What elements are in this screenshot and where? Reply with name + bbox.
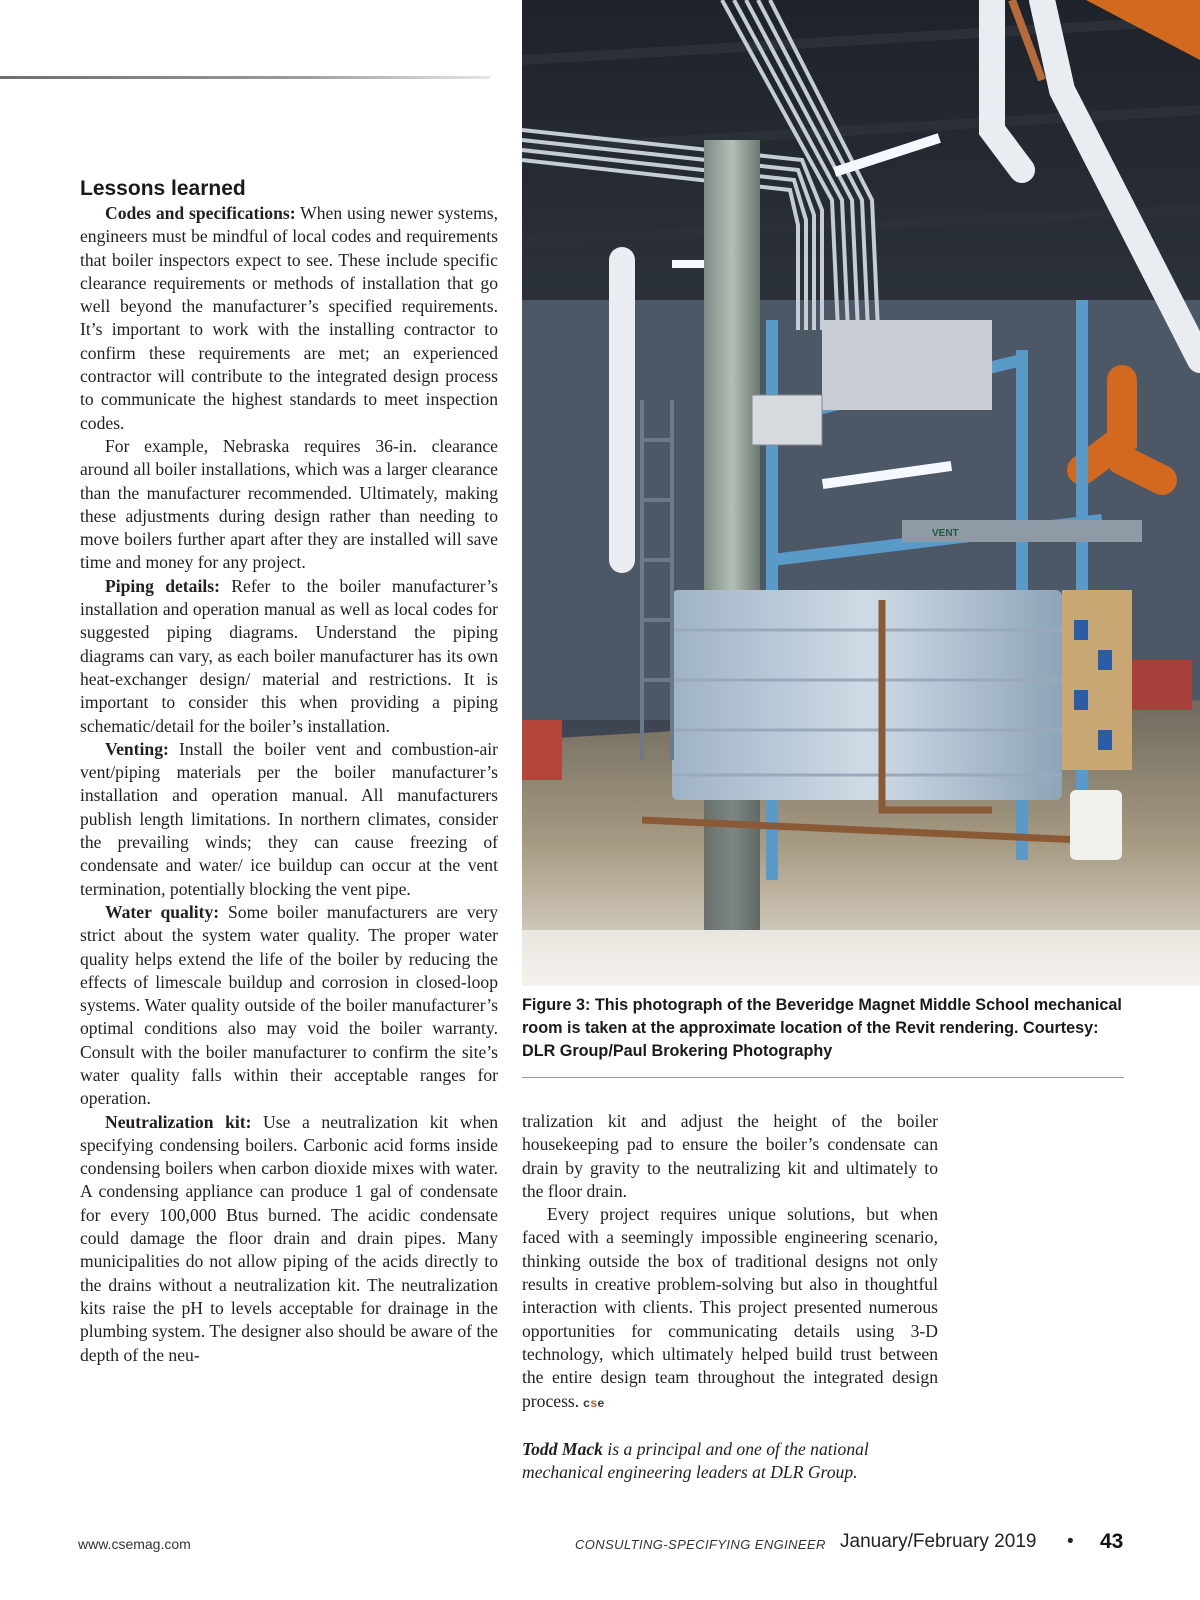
footer-bullet: • [1067, 1531, 1074, 1552]
page-footer [0, 1530, 1200, 1560]
pump-right [1132, 660, 1192, 710]
paragraph-lead: Venting: [105, 738, 169, 759]
paragraph-text: When using newer systems, engineers must be mindful of local codes and requirements that boiler inspectors expect to see. These include specific clearance requirements or methods of installation that go well beyond the manufacturer’s specified requirements. It’s important to work with the installing contractor to confirm these requirements are met; an experienced contractor will contribute to the integrated design process to communicate the highest standards to meet inspection codes. [80, 203, 498, 433]
control-board [1062, 590, 1132, 770]
paragraph-codes [80, 202, 498, 435]
end-mark-e: e [597, 1395, 605, 1410]
paragraph-lead: Piping details: [105, 575, 220, 596]
boiler-cabinet [822, 320, 992, 410]
paragraph-venting [80, 738, 498, 901]
paragraph-water-quality [80, 901, 498, 1111]
top-rule [0, 76, 490, 79]
article-right-column [522, 1110, 938, 1484]
end-mark-c: c [583, 1395, 591, 1410]
paragraph-text: For example, Nebraska requires 36-in. clearance around all boiler installations, which was a larger clearance than the manufacturer recommended. Ultimately, making these adjustments during design rather than needing to move boilers further apart after they are installed will save time and money for any project. [80, 435, 498, 573]
section-heading: Lessons learned [80, 177, 246, 200]
paragraph-text: Refer to the boiler manufacturer’s installation and operation manual as well as local codes for suggested piping diagrams. Understand the piping diagrams can vary, as each boiler manufacturer has its own heat-exchanger design/ material and restrictions. It is important to consider this when providing a piping schematic/detail for the boiler’s installation. [80, 575, 498, 736]
paragraph-example [80, 435, 498, 575]
paragraph-continued: tralization kit and adjust the height of the boiler housekeeping pad to ensure the boiler’s condensate can drain by gravity to the neutralizing kit and ultimately to the floor drain. [522, 1111, 938, 1201]
paragraph-conclusion [522, 1203, 938, 1415]
boiler-tank [672, 590, 1062, 800]
caption-rule [522, 1077, 1124, 1078]
author-bio [522, 1438, 938, 1485]
paragraph-text: Use a neutralization kit when specifying condensing boilers. Carbonic acid forms inside condensing boilers when carbon dioxide mixes with water. A condensing appliance can produce 1 gal of condensate for every 100,000 Btus burned. The acidic condensate could damage the floor drain and drain pipes. Many municipalities do not allow piping of the acids directly to the drains without a neutralization kit. The neutralization kits raise the pH to levels acceptable for drainage in the plumbing system. The designer also should be aware of the depth of the neu- [80, 1111, 498, 1365]
footer-issue-date: January/February 2019 [840, 1531, 1037, 1552]
pump-left [522, 720, 562, 780]
paragraph-text: Every project requires unique solutions, but when faced with a seemingly impossible engineering scenario, thinking outside the box of traditional designs not only results in creative problem-solving but also in thoughtful interaction with clients. This project presented numerous opportunities for communicating details using 3-D technology, which ultimately helped build trust between the entire design team throughout the integrated design process. [522, 1204, 938, 1411]
cse-end-mark [583, 1396, 605, 1410]
junction-box [752, 395, 822, 445]
paragraph-text: Some boiler manufacturers are very strict about the system water quality. The proper water quality helps extend the life of the boiler by reducing the effects of limescale buildup and corrosion in closed-loop systems. Water quality outside of the boiler manufacturer’s optimal conditions also may void the boiler warranty. Consult with the boiler manufacturer to confirm the site’s water quality falls within their acceptable ranges for operation. [80, 901, 499, 1109]
article-left-column [80, 176, 498, 1367]
paragraph-neutralization [80, 1111, 498, 1367]
paragraph-lead: Codes and specifications: [105, 203, 296, 223]
photo-bottom-fade [522, 930, 1200, 986]
paragraph-lead: Water quality: [105, 901, 220, 922]
figure-caption: Figure 3: This photograph of the Beveridge Magnet Middle School mechanical room is taken at the approximate location of the Revit rendering. Courtesy: DLR Group/Paul Brokering Photography [522, 996, 1122, 1060]
author-bio-text: is a principal and one of the national mechanical engineering leaders at DLR Group. [522, 1438, 869, 1483]
vent-label: VENT [932, 528, 959, 539]
paragraph-piping [80, 575, 498, 738]
paragraph-text: Install the boiler vent and combustion-air vent/piping materials per the boiler manufacturer’s installation and operation manual. All manufacturers publish length limitations. In northern climates, consider the prevailing winds; they can cause freezing of condensate and water/ ice buildup can occur at the vent termination, potentially blocking the vent pipe. [80, 738, 498, 899]
footer-magazine-name: CONSULTING-SPECIFYING ENGINEER [575, 1537, 826, 1552]
paragraph-lead: Neutralization kit: [105, 1111, 252, 1132]
end-mark-s: s [590, 1395, 598, 1410]
figure-3-photo [522, 0, 1200, 986]
author-name: Todd Mack [522, 1438, 603, 1459]
footer-url[interactable]: www.csemag.com [78, 1536, 191, 1552]
neutralization-tank [1070, 790, 1122, 860]
mechanical-room-illustration [522, 0, 1200, 986]
page-number: 43 [1100, 1530, 1124, 1553]
